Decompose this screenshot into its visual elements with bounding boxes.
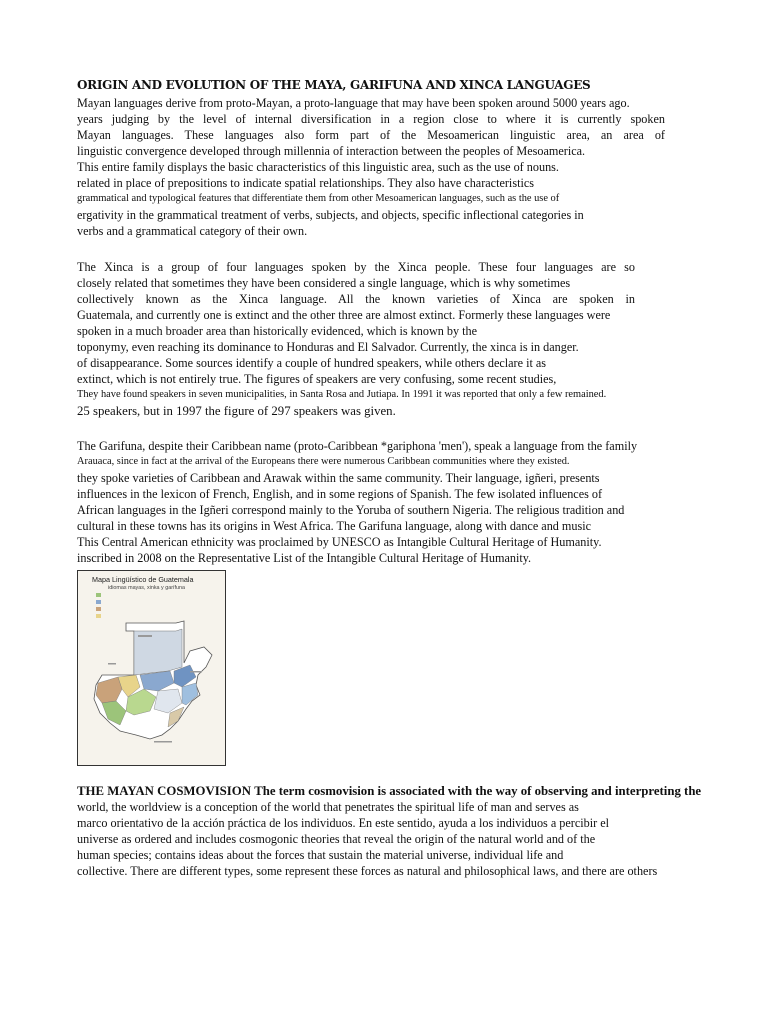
region-garifuna xyxy=(182,683,198,705)
text-line: This Central American ethnicity was proclaimed by UNESCO as Intangible Cultural Heritage of Humanity. xyxy=(77,535,602,549)
legend-swatch xyxy=(96,607,101,611)
text-line: of disappearance. Some sources identify a couple of hundred speakers, while others declare it as xyxy=(77,356,547,370)
text-line: This entire family displays the basic characteristics of this linguistic area, such as the use of nouns. xyxy=(77,160,559,174)
text-line: marco orientativo de la acción práctica de los individuos. En este sentido, ayuda a los individuos a percibir el xyxy=(77,816,610,830)
section-heading: ORIGIN AND EVOLUTION OF THE MAYA, GARIFUNA AND XINCA LANGUAGES xyxy=(77,78,591,92)
text-line: The Garifuna, despite their Caribbean name (proto-Caribbean *gariphona 'men'), speak a language from the family xyxy=(77,439,638,453)
text-line-first xyxy=(77,783,768,799)
legend-swatch xyxy=(96,614,101,618)
map-label-mark xyxy=(138,635,152,637)
legend-swatch xyxy=(96,593,101,597)
text-line: African languages in the Igñeri correspond mainly to the Yoruba of southern Nigeria. The religious tradition and xyxy=(77,503,625,517)
guatemala-map-image xyxy=(78,571,225,765)
text-line: toponymy, even reaching its dominance to Honduras and El Salvador. Currently, the xinca is in danger. xyxy=(77,340,579,354)
section-mayan-cosmovision xyxy=(77,783,768,879)
map-label-mark xyxy=(154,741,172,743)
text-line: collective. There are different types, some represent these forces as natural and philosophical laws, and there are others xyxy=(77,864,658,878)
text-line: closely related that sometimes they have been considered a single language, which is why sometimes xyxy=(77,276,571,290)
text-line: spoken in a much broader area than historically evidenced, which is known by the xyxy=(77,324,478,338)
text-line: Arauaca, since in fact at the arrival of the Europeans there were numerous Caribbean communities where they existed. xyxy=(77,456,570,467)
text-line: cultural in these towns has its origins in West Africa. The Garifuna language, along with dance and music xyxy=(77,519,592,533)
map-label-mark xyxy=(108,663,116,665)
text-line: years judging by the level of internal diversification in a region close to where it is currently spoken xyxy=(77,112,665,126)
text-line: related in place of prepositions to indicate spatial relationships. They also have characteristics xyxy=(77,176,534,190)
text-line: ergativity in the grammatical treatment of verbs, subjects, and objects, specific inflectional categories in xyxy=(77,208,584,222)
text-line: they spoke varieties of Caribbean and Arawak within the same community. Their language, igñeri, presents xyxy=(77,471,600,485)
text-line: They have found speakers in seven municipalities, in Santa Rosa and Jutiapa. In 1991 it was reported that only a few remained. xyxy=(77,389,607,400)
text-line: Mayan languages. These languages also form part of the Mesoamerican linguistic area, an area of xyxy=(77,128,665,142)
legend-swatch xyxy=(96,600,101,604)
text-line: extinct, which is not entirely true. The figures of speakers are very confusing, some recent studies, xyxy=(77,372,557,386)
section-title-continuation: The term cosmovision is associated with the way of observing and interpreting the xyxy=(254,784,702,798)
paragraph-garifuna xyxy=(77,438,679,566)
text-line: human species; contains ideas about the forces that sustain the material universe, individual life and xyxy=(77,848,564,862)
text-line: collectively known as the Xinca language. All the known varieties of Xinca are spoken in xyxy=(77,292,635,306)
text-line: inscribed in 2008 on the Representative List of the Intangible Cultural Heritage of Humanity. xyxy=(77,551,532,565)
text-line: The Xinca is a group of four languages spoken by the Xinca people. These four languages are so xyxy=(77,260,635,274)
text-line: verbs and a grammatical category of their own. xyxy=(77,224,308,238)
text-line: influences in the lexicon of French, English, and in some regions of Spanish. The few isolated influences of xyxy=(77,487,603,501)
text-line: linguistic convergence developed through millennia of interaction between the peoples of Mesoamerica. xyxy=(77,144,586,158)
paragraph-mayan-origin xyxy=(77,95,665,239)
text-line: grammatical and typological features that differentiate them from other Mesoamerican languages, such as the use of xyxy=(77,193,560,204)
text-line: universe as ordered and includes cosmogonic theories that reveal the origin of the natural world and of the xyxy=(77,832,596,846)
text-line: 25 speakers, but in 1997 the figure of 297 speakers was given. xyxy=(77,404,396,418)
paragraph-xinca xyxy=(77,259,635,419)
text-line: Mayan languages derive from proto-Mayan, a proto-language that may have been spoken around 5000 years ago. xyxy=(77,96,630,110)
map-label-mark xyxy=(190,671,202,673)
map-title: Mapa Lingüístico de Guatemala xyxy=(92,575,194,584)
map-subtitle: idiomas mayas, xinka y garífuna xyxy=(108,585,186,591)
linguistic-map-figure xyxy=(77,570,226,766)
section-title: THE MAYAN COSMOVISION xyxy=(77,784,251,798)
text-line: world, the worldview is a conception of the world that penetrates the spiritual life of man and serves as xyxy=(77,800,579,814)
text-line: Guatemala, and currently one is extinct and the other three are almost extinct. Formerly these languages were xyxy=(77,308,611,322)
